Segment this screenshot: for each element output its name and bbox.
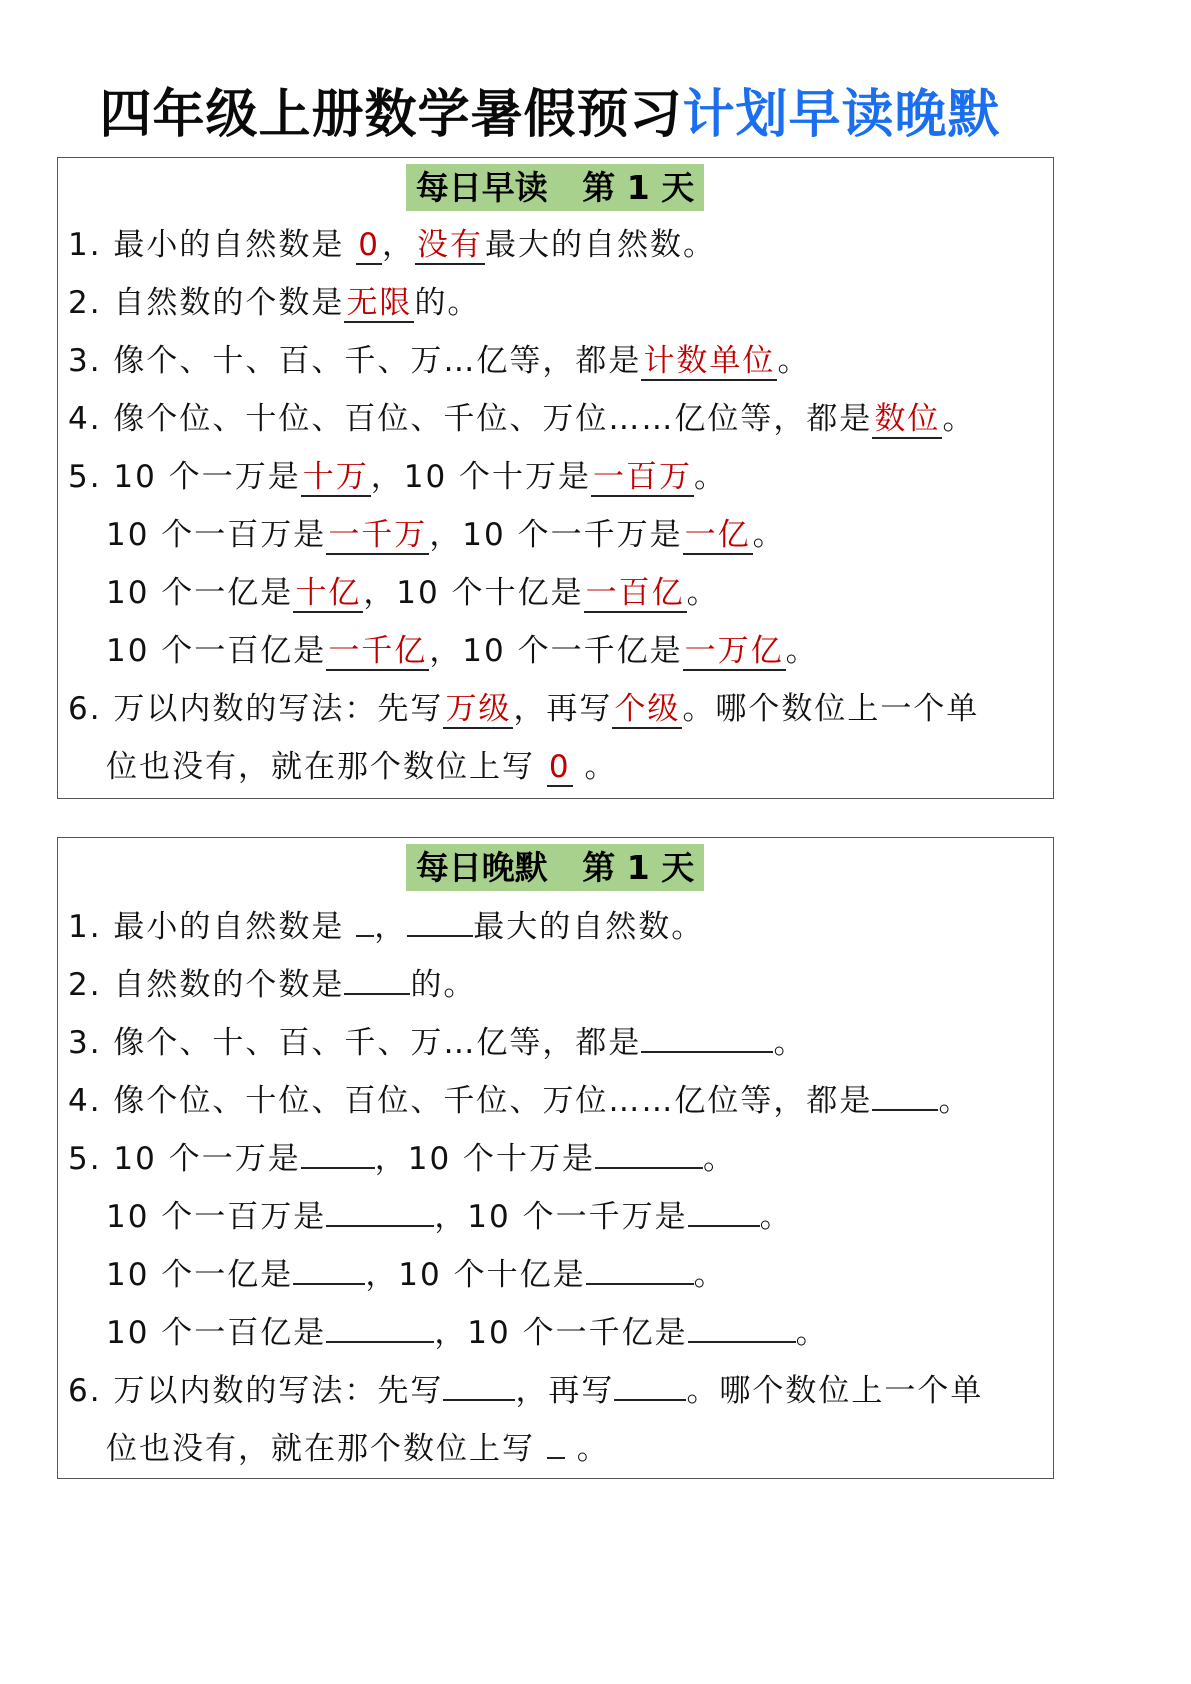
text: 的。 [414,285,481,321]
text: ，10 个一千万是 [434,1199,688,1235]
text: 。 [785,633,819,669]
morning-line-1 [68,225,716,265]
text: 。 [938,1083,972,1119]
text: ，10 个十亿是 [363,575,584,611]
blank[interactable] [586,1253,694,1285]
morning-line-5 [68,457,727,497]
text: ，再写 [515,1373,615,1409]
answer: 一百万 [593,459,693,495]
answer: 万级 [445,691,512,727]
blank[interactable] [344,963,410,995]
evening-line-5d [106,1311,829,1353]
morning-line-6 [68,689,979,729]
title-blue-part: 计划早读晚默 [682,85,1001,145]
blank[interactable] [688,1311,796,1343]
text: 5. 10 个一万是 [68,459,301,495]
text: 最大的自然数。 [485,227,717,263]
text: 。 [572,749,618,785]
evening-line-5 [68,1137,736,1179]
answer: 数位 [874,401,941,437]
evening-header: 每日晚默 第 1 天 [406,844,704,891]
text: 2. 自然数的个数是 [68,967,345,1003]
morning-line-2 [68,283,480,323]
morning-line-5d [106,631,819,671]
blank[interactable] [356,905,374,937]
answer: 没有 [417,227,484,263]
text: ，10 个一千亿是 [434,1315,688,1351]
text: 最大的自然数。 [473,909,705,945]
morning-line-4 [68,399,975,439]
text: 。 [777,343,811,379]
text: 4. 像个位、十位、百位、千位、万位……亿位等，都是 [68,401,873,437]
text: ，10 个十万是 [374,1141,596,1177]
text: 位也没有，就在那个数位上写 [106,1431,547,1467]
evening-line-6 [68,1369,983,1411]
evening-line-1 [68,905,704,947]
evening-line-6b [106,1427,610,1469]
evening-line-4 [68,1079,971,1121]
blank[interactable] [293,1253,365,1285]
text: 10 个一亿是 [106,1257,294,1293]
morning-line-3 [68,341,810,381]
morning-line-6b [106,747,617,787]
text: ，10 个十万是 [370,459,592,495]
text: ，10 个一千万是 [429,517,683,553]
text: 。 [942,401,976,437]
text: ，再写 [513,691,613,727]
text: 。 [686,575,720,611]
text: 6. 万以内数的写法：先写 [68,691,444,727]
answer: 一千亿 [328,633,428,669]
morning-header: 每日早读 第 1 天 [406,164,704,211]
answer: 一百亿 [585,575,685,611]
blank[interactable] [301,1137,375,1169]
blank[interactable] [614,1369,686,1401]
evening-line-2 [68,963,476,1005]
text: 。 [795,1315,829,1351]
text: 。 [694,459,728,495]
answer: 无限 [346,285,413,321]
page-title [0,72,1100,147]
text: 位也没有，就在那个数位上写 [106,749,547,785]
text: 10 个一亿是 [106,575,294,611]
answer: 一万亿 [684,633,784,669]
text: 。 [773,1025,807,1061]
text: 10 个一百万是 [106,1199,327,1235]
text: 10 个一百万是 [106,517,327,553]
answer: 一千万 [328,517,428,553]
evening-line-5c [106,1253,727,1295]
morning-line-5b [106,515,786,555]
text: 1. 最小的自然数是 [68,909,357,945]
text: 。 [752,517,786,553]
text: ， [382,227,416,263]
answer: 计数单位 [643,343,776,379]
text: ， [374,909,408,945]
answer: 0 [358,227,381,263]
text: ，10 个十亿是 [365,1257,586,1293]
text: 6. 万以内数的写法：先写 [68,1373,444,1409]
morning-line-5c [106,573,720,613]
answer: 十亿 [295,575,362,611]
blank[interactable] [872,1079,938,1111]
blank[interactable] [326,1311,434,1343]
text: 。 [564,1431,610,1467]
text: 。 [759,1199,793,1235]
text: 4. 像个位、十位、百位、千位、万位……亿位等，都是 [68,1083,873,1119]
answer: 0 [548,749,571,785]
text: 。 [703,1141,737,1177]
blank[interactable] [641,1021,773,1053]
answer: 个级 [614,691,681,727]
evening-line-5b [106,1195,793,1237]
blank[interactable] [595,1137,703,1169]
blank[interactable] [688,1195,760,1227]
blank[interactable] [443,1369,515,1401]
text: 3. 像个、十、百、千、万…亿等，都是 [68,343,642,379]
morning-reading-box [57,157,1054,799]
answer: 一亿 [684,517,751,553]
blank[interactable] [407,905,473,937]
text: 3. 像个、十、百、千、万…亿等，都是 [68,1025,642,1061]
evening-line-3 [68,1021,806,1063]
text: 的。 [410,967,477,1003]
text: 10 个一百亿是 [106,1315,327,1351]
blank[interactable] [326,1195,434,1227]
text: 。哪个数位上一个单 [682,691,980,727]
blank[interactable] [547,1427,565,1459]
text: 。 [693,1257,727,1293]
title-black-part: 四年级上册数学暑假预习 [99,85,683,145]
text: 5. 10 个一万是 [68,1141,301,1177]
answer: 十万 [302,459,369,495]
text: 2. 自然数的个数是 [68,285,345,321]
text: 1. 最小的自然数是 [68,227,357,263]
text: 。哪个数位上一个单 [686,1373,984,1409]
text: 10 个一百亿是 [106,633,327,669]
evening-dictation-box [57,837,1054,1479]
text: ，10 个一千亿是 [429,633,683,669]
